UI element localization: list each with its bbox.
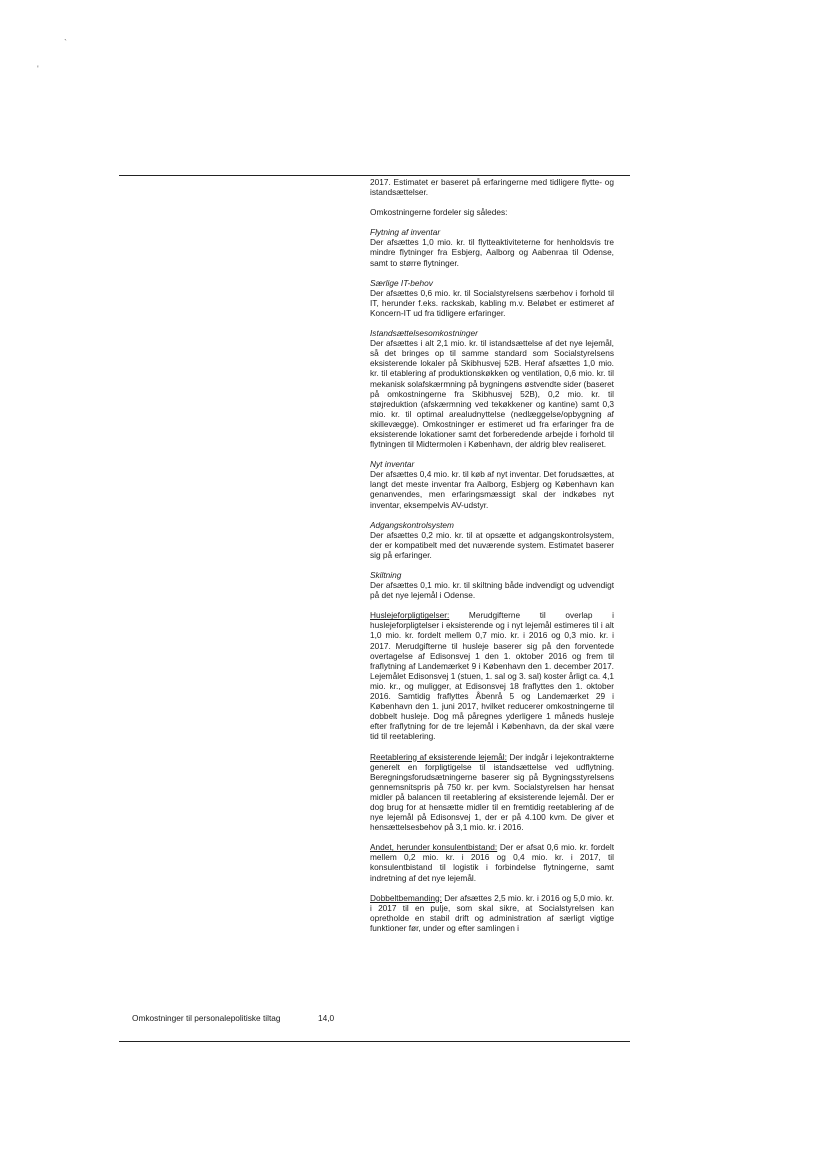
bottom-rule (119, 1041, 630, 1042)
paragraph-lead: Huslejeforpligtigelser: (370, 610, 450, 621)
paragraph-body: Der afsættes 2,5 mio. kr. i 2016 og 5,0 mio. kr. i 2017 til en pulje, som skal sikre, at Socialstyrelsen kan opretholde en stabil drift og administration af særligt vigtige funktioner før, under og efter samlingen i (370, 892, 614, 933)
section-heading: Istandsættelsesomkostninger (370, 328, 478, 339)
right-text-column (370, 177, 614, 943)
section-nyt-inventar (370, 459, 614, 509)
section-heading: Skiltning (370, 570, 402, 580)
section-body: Der afsættes i alt 2,1 mio. kr. til istandsættelse af det nye lejemål, så det bringes op til samme standard som Socialstyrelsens eksisterende lokaler på Skibhusvej 52B. Heraf afsættes 1,0 mio. kr. til etablering af produktionskøkken og ventilation, 0,6 mio. kr. til mekanisk solafskærmning på bygningens østvendte sider (baseret på omkostningerne fra Skibhusvej 52B), 0,2 mio. kr. til støjreduktion (afskærmning ved tekøkkener og kantine) samt 0,3 mio. kr. til optimal arealudnyttelse (nedlæggelse/opbygning af skillevægge). Omkostninger er estimeret ud fra erfaringer fra de eksisterende lokationer samt det forberedende arbejde i forhold til flytningen til Midtermolen i København, der aldrig blev realiseret. (370, 338, 614, 450)
section-body: Der afsættes 0,1 mio. kr. til skiltning både indvendigt og udvendigt på det nye lejemål i Odense. (370, 580, 614, 601)
paragraph-andet (370, 842, 614, 882)
cost-value: 14,0 (318, 1013, 335, 1023)
section-heading: Adgangskontrolsystem (370, 519, 454, 530)
section-body: Der afsættes 1,0 mio. kr. til flytteaktiviteterne for henholdsvis tre mindre flytninger fra Esbjerg, Aalborg og Aabenraa til Odense, samt to større flytninger. (370, 237, 614, 268)
section-body: Der afsættes 0,6 mio. kr. til Socialstyrelsens særbehov i forhold til IT, herunder f.eks. rackskab, kabling m.v. Beløbet er estimeret af Koncern-IT ud fra tidligere erfaringer. (370, 287, 614, 318)
paragraph-body: Merudgifterne til overlap i huslejeforpligtelser i eksisterende og i nyt lejemål estimeres til i alt 1,0 mio. kr. fordelt mellem 0,7 mio. kr. i 2016 og 0,3 mio. kr. i 2017. Merudgifterne til husleje baserer sig på den forventede overtagelse af Edisonsvej 1 den 1. oktober 2016 og frem til fraflytning af Landemærket 9 i København den 1. december 2017. Lejemålet Edisonsvej 1 (stuen, 1. sal og 3. sal) koster årligt ca. 4,1 mio. kr., og muligger, at Edisonsvej 18 fraflyttes den 1. oktober 2016. Samtidig fraflyttes Åbenrå 5 og Landemærket 29 i København den 1. juni 2017, hvilket reducerer omkostningerne til dobbelt husleje. Dog må påregnes yderligere 1 måneds husleje efter fraflytning for de tre lejemål i København, da der skal være tid til reetablering. (370, 610, 614, 742)
scan-speck: ' (37, 64, 39, 74)
section-heading: Flytning af inventar (370, 227, 441, 238)
section-body: Der afsættes 0,2 mio. kr. til at opsætte et adgangskontrolsystem, der er kompatibelt med det nuværende system. Estimatet baserer sig på erfaringer. (370, 529, 614, 560)
section-heading: Særlige IT-behov (370, 277, 433, 288)
paragraph-lead: Reetablering af eksisterende lejemål: (370, 751, 507, 762)
section-istandsaettelse (370, 328, 614, 449)
paragraph-body: Der indgår i lejekontrakterne generelt en forpligtigelse til istandsættelse ved udflytning. Beregningsforudsætningerne baserer sig på Bygningsstyrelsens gennemsnitspris på 750 kr. per kvm. Socialstyrelsen har hensat midler på balancen til reetablering af eksisterende lejemål. Der er dog brug for at hensætte midler til en fremtidig reetablering af de nye lejemål på Edisonsvej 1, der er på 4.100 kvm. De giver et hensættelsesbehov på 3,1 mio. kr. i 2016. (370, 751, 615, 833)
cost-label: Omkostninger til personalepolitiske tiltag (132, 1013, 281, 1023)
paragraph-reetablering (370, 752, 614, 833)
section-adgangskontrol (370, 520, 614, 560)
scan-speck: ` (64, 38, 67, 48)
paragraph: 2017. Estimatet er baseret på erfaringerne med tidligere flytte- og istandsættelser. (370, 177, 614, 198)
paragraph-lead: Dobbeltbemanding: (370, 892, 442, 903)
section-flytning (370, 227, 614, 267)
top-rule (119, 175, 630, 176)
section-skiltning (370, 570, 614, 600)
paragraph-husleje (370, 610, 614, 741)
paragraph-dobbeltbemanding (370, 893, 614, 933)
section-heading: Nyt inventar (370, 459, 415, 470)
paragraph-lead: Andet, herunder konsulentbistand: (370, 842, 498, 853)
paragraph: Omkostningerne fordeler sig således: (370, 207, 508, 218)
section-body: Der afsættes 0,4 mio. kr. til køb af nyt inventar. Det forudsættes, at langt det meste inventar fra Aalborg, Esbjerg og København kan genanvendes, men erfaringsmæssigt skal der indkøbes nyt inventar, eksempelvis AV-udstyr. (370, 469, 614, 510)
section-it-behov (370, 278, 614, 318)
paragraph-body: Der er afsat 0,6 mio. kr. fordelt mellem 0,2 mio. kr. i 2016 og 0,4 mio. kr. i 2017, til konsulentbistand til logistik i forbindelse flytningerne, samt indretning af det nye lejemål. (370, 842, 614, 883)
